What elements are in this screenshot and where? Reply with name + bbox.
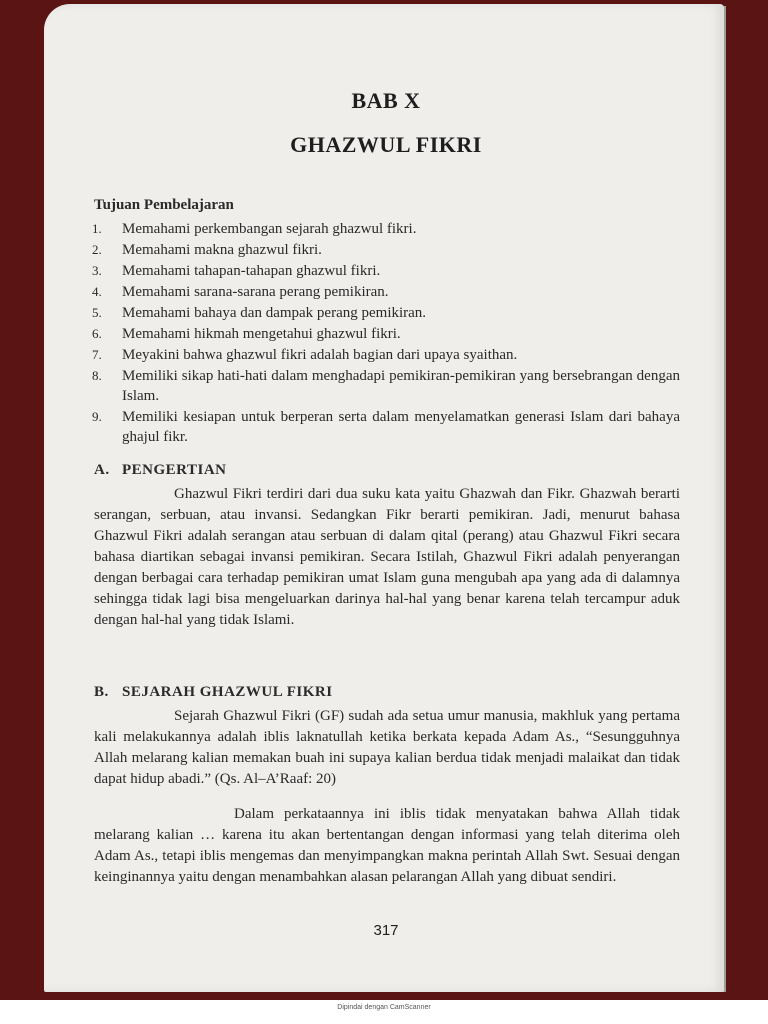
section-b-paragraph-1: Sejarah Ghazwul Fikri (GF) sudah ada setua umur manusia, makhluk yang pertama kali melakukannya adalah iblis laknatullah ketika berkata kepada Adam As., “Sesungguhnya Allah melarang kalian memakan buah ini supaya kalian berdua tidak menjadi malaikat dan tidak dapat hidup abadi.” (Qs. Al–A’Raaf: 20) — [94, 708, 680, 787]
section-b-heading — [94, 684, 333, 701]
book-page — [44, 4, 724, 992]
chapter-number: BAB X — [351, 88, 421, 113]
objective-text: Memiliki kesiapan untuk berperan serta dalam menyelamatkan generasi Islam dari bahaya ghajul fikr. — [122, 409, 680, 445]
section-b-title: SEJARAH GHAZWUL FIKRI — [122, 684, 333, 700]
section-b-paragraph-2: Dalam perkataannya ini iblis tidak menyatakan bahwa Allah tidak melarang kalian … karena itu akan bertentangan dengan informasi yang telah diterima oleh Adam As., tetapi iblis mengemas dan menyimpangkan makna perintah Allah Swt. Sesuai dengan keinginannya yaitu dengan menambahkan alasan pelarangan Allah yang dibuat sendiri. — [94, 806, 680, 885]
objective-item — [92, 366, 680, 406]
chapter-title: GHAZWUL FIKRI — [290, 132, 482, 157]
scanner-caption: Dipindai dengan CamScanner — [337, 1004, 431, 1011]
objective-number: 3. — [92, 263, 102, 278]
objective-number: 2. — [92, 242, 102, 257]
section-a-heading — [94, 462, 227, 479]
objective-item — [92, 219, 680, 239]
objective-number: 9. — [92, 409, 102, 424]
objectives-list — [92, 219, 680, 448]
page-content — [92, 4, 680, 992]
objective-text: Memahami tahapan-tahapan ghazwul fikri. — [122, 263, 381, 279]
objective-number: 7. — [92, 347, 102, 362]
objective-item — [92, 240, 680, 260]
objective-number: 1. — [92, 221, 102, 236]
objective-number: 8. — [92, 368, 102, 383]
objective-number: 6. — [92, 326, 102, 341]
objective-text: Memiliki sikap hati-hati dalam menghadapi pemikiran-pemikiran yang bersebrangan dengan Islam. — [122, 368, 680, 404]
objective-text: Memahami makna ghazwul fikri. — [122, 242, 322, 258]
page-number: 317 — [373, 922, 399, 939]
objective-item — [92, 303, 680, 323]
objective-item — [92, 324, 680, 344]
objective-text: Memahami sarana-sarana perang pemikiran. — [122, 284, 389, 300]
section-a-letter: A. — [94, 462, 110, 478]
section-b-letter: B. — [94, 684, 109, 700]
objective-text: Meyakini bahwa ghazwul fikri adalah bagian dari upaya syaithan. — [122, 347, 518, 363]
objective-number: 5. — [92, 305, 102, 320]
objective-text: Memahami bahaya dan dampak perang pemikiran. — [122, 305, 427, 321]
objective-text: Memahami perkembangan sejarah ghazwul fikri. — [122, 221, 417, 237]
objective-item — [92, 345, 680, 365]
objective-item — [92, 407, 680, 447]
objective-item — [92, 282, 680, 302]
objective-text: Memahami hikmah mengetahui ghazwul fikri. — [122, 326, 401, 342]
objective-number: 4. — [92, 284, 102, 299]
objective-item — [92, 261, 680, 281]
section-a-paragraph: Ghazwul Fikri terdiri dari dua suku kata yaitu Ghazwah dan Fikr. Ghazwah berarti serangan, serbuan, atau invansi. Sedangkan Fikr berarti pemikiran. Jadi, menurut bahasa Ghazwul Fikri adalah serangan atau serbuan di dalam qital (perang) atau Ghazwul Fikri secara bahasa diartikan sebagai invansi pemikiran. Secara Istilah, Ghazwul Fikri adalah penyerangan dengan berbagai cara terhadap pemikiran umat Islam guna mengubah apa yang ada di dalamnya sehingga tidak lagi bisa mengeluarkan darinya hal-hal yang benar karena telah tercampur aduk dengan hal-hal yang tidak Islami. — [94, 486, 680, 628]
objectives-heading: Tujuan Pembelajaran — [94, 197, 234, 213]
section-a-title: PENGERTIAN — [122, 462, 227, 478]
